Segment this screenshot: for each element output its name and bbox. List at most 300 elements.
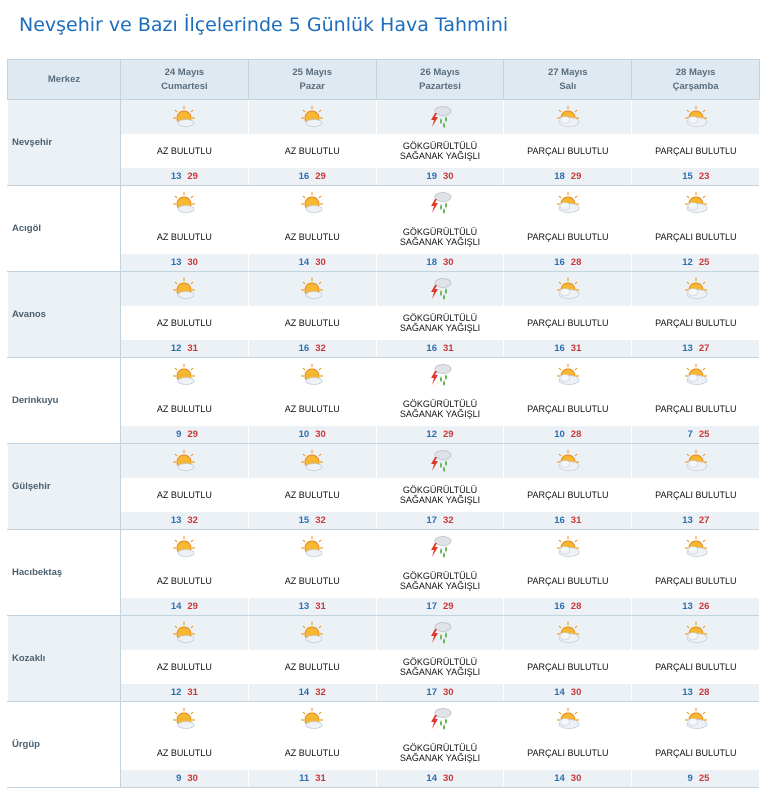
- condition-line1: AZ BULUTLU: [156, 575, 212, 586]
- condition-text: [632, 134, 760, 168]
- condition-line1: GÖKGÜRÜLTÜLÜ: [402, 656, 478, 667]
- condition-text: [632, 736, 760, 770]
- sun-with-small-cloud-icon: [170, 104, 198, 130]
- condition-line1: PARÇALI BULUTLU: [527, 575, 609, 586]
- max-temperature: 27: [698, 514, 710, 526]
- condition-line1: AZ BULUTLU: [284, 489, 340, 500]
- weather-icon-cell: [376, 272, 504, 306]
- max-temperature: 32: [315, 686, 326, 698]
- weather-icon-cell: [504, 358, 632, 392]
- max-temperature: 32: [187, 514, 198, 526]
- condition-text: [632, 650, 760, 684]
- temperature-cell: [632, 254, 760, 272]
- condition-row: [8, 478, 760, 512]
- min-temperature: 13: [682, 600, 693, 612]
- max-temperature: 28: [570, 600, 582, 612]
- condition-line1: AZ BULUTLU: [284, 231, 340, 242]
- header-city: Merkez: [8, 60, 121, 100]
- weather-icon-cell: [248, 272, 376, 306]
- sun-with-small-cloud-icon: [170, 190, 198, 216]
- temperature-cell: [632, 512, 760, 530]
- condition-text: [632, 564, 760, 598]
- max-temperature: 32: [442, 514, 454, 526]
- max-temperature: 30: [442, 686, 454, 698]
- thunderstorm-rain-icon: [426, 534, 454, 560]
- weather-icon-cell: [632, 702, 760, 736]
- page-title: Nevşehir ve Bazı İlçelerinde 5 Günlük Hava Tahmini: [19, 14, 509, 36]
- temperature-row: [8, 770, 760, 788]
- temperature-cell: [504, 598, 632, 616]
- sun-with-small-cloud-icon: [298, 706, 326, 732]
- partly-cloudy-icon: [682, 362, 710, 388]
- thunderstorm-rain-icon: [426, 620, 454, 646]
- sun-with-small-cloud-icon: [298, 534, 326, 560]
- temperature-cell: [504, 426, 632, 444]
- temperature-cell: [121, 254, 249, 272]
- max-temperature: 26: [698, 600, 710, 612]
- min-temperature: 12: [170, 342, 182, 354]
- min-temperature: 12: [682, 256, 693, 268]
- condition-line1: AZ BULUTLU: [284, 317, 340, 328]
- weather-icon-cell: [504, 272, 632, 306]
- condition-line1: AZ BULUTLU: [156, 747, 212, 758]
- condition-line1: AZ BULUTLU: [156, 145, 212, 156]
- condition-line2: SAĞANAK YAĞIŞLI: [399, 752, 481, 763]
- condition-line1: PARÇALI BULUTLU: [527, 489, 609, 500]
- min-temperature: 12: [170, 686, 182, 698]
- max-temperature: 31: [187, 342, 198, 354]
- header-date: 26 Mayıs: [420, 66, 460, 78]
- condition-line1: AZ BULUTLU: [284, 145, 340, 156]
- condition-text: [121, 650, 249, 684]
- icon-row: [8, 186, 760, 220]
- weather-icon-cell: [248, 702, 376, 736]
- condition-line1: PARÇALI BULUTLU: [655, 661, 737, 672]
- temperature-cell: [504, 168, 632, 186]
- temperature-cell: [632, 340, 760, 358]
- condition-line2: SAĞANAK YAĞIŞLI: [399, 666, 481, 677]
- header-weekday: Çarşamba: [672, 80, 719, 92]
- thunderstorm-rain-icon: [426, 276, 454, 302]
- max-temperature: 25: [698, 428, 710, 440]
- temperature-row: [8, 254, 760, 272]
- min-temperature: 9: [687, 772, 693, 784]
- min-temperature: 14: [554, 772, 565, 784]
- min-temperature: 19: [426, 170, 437, 182]
- min-temperature: 16: [554, 342, 565, 354]
- max-temperature: 30: [442, 772, 454, 784]
- partly-cloudy-icon: [682, 534, 710, 560]
- city-name: Derinkuyu: [8, 358, 121, 444]
- condition-line1: PARÇALI BULUTLU: [527, 317, 609, 328]
- city-row-group: [8, 530, 760, 616]
- condition-line2: SAĞANAK YAĞIŞLI: [399, 236, 481, 247]
- temperature-cell: [632, 168, 760, 186]
- city-row-group: [8, 186, 760, 272]
- min-temperature: 7: [687, 428, 693, 440]
- weather-icon-cell: [376, 702, 504, 736]
- condition-text: [248, 736, 376, 770]
- temperature-cell: [248, 598, 376, 616]
- condition-line1: AZ BULUTLU: [156, 403, 212, 414]
- city-name: Kozaklı: [8, 616, 121, 702]
- condition-line1: PARÇALI BULUTLU: [527, 747, 609, 758]
- condition-line1: PARÇALI BULUTLU: [655, 231, 737, 242]
- condition-text: [248, 392, 376, 426]
- temperature-cell: [504, 684, 632, 702]
- weather-icon-cell: [504, 444, 632, 478]
- condition-row: [8, 306, 760, 340]
- min-temperature: 17: [426, 514, 437, 526]
- min-temperature: 10: [554, 428, 565, 440]
- weather-icon-cell: [121, 530, 249, 564]
- max-temperature: 25: [698, 256, 710, 268]
- weather-icon-cell: [248, 616, 376, 650]
- thunderstorm-rain-icon: [426, 706, 454, 732]
- weather-icon-cell: [121, 616, 249, 650]
- condition-text: [632, 478, 760, 512]
- temperature-cell: [376, 340, 504, 358]
- partly-cloudy-icon: [554, 190, 582, 216]
- min-temperature: 16: [554, 600, 565, 612]
- icon-row: [8, 702, 760, 736]
- max-temperature: 29: [442, 428, 454, 440]
- condition-text: [248, 478, 376, 512]
- partly-cloudy-icon: [554, 706, 582, 732]
- weather-icon-cell: [248, 444, 376, 478]
- condition-text: [504, 650, 632, 684]
- min-temperature: 13: [170, 514, 182, 526]
- city-row-group: [8, 444, 760, 530]
- partly-cloudy-icon: [682, 190, 710, 216]
- city-name: Avanos: [8, 272, 121, 358]
- temperature-row: [8, 168, 760, 186]
- temperature-cell: [376, 684, 504, 702]
- max-temperature: 25: [698, 772, 710, 784]
- temperature-cell: [376, 512, 504, 530]
- temperature-cell: [248, 770, 376, 788]
- sun-with-small-cloud-icon: [298, 276, 326, 302]
- header-day: [632, 60, 760, 100]
- icon-row: [8, 358, 760, 392]
- condition-line1: AZ BULUTLU: [156, 231, 212, 242]
- temperature-cell: [121, 684, 249, 702]
- max-temperature: 30: [187, 772, 198, 784]
- max-temperature: 30: [315, 428, 326, 440]
- city-row-group: [8, 272, 760, 358]
- max-temperature: 28: [698, 686, 710, 698]
- temperature-cell: [121, 770, 249, 788]
- temperature-cell: [121, 598, 249, 616]
- min-temperature: 16: [554, 514, 565, 526]
- thunderstorm-rain-icon: [426, 190, 454, 216]
- condition-line1: AZ BULUTLU: [156, 317, 212, 328]
- city-row-group: [8, 100, 760, 186]
- weather-icon-cell: [376, 444, 504, 478]
- sun-with-small-cloud-icon: [170, 534, 198, 560]
- max-temperature: 30: [570, 686, 582, 698]
- max-temperature: 23: [698, 170, 710, 182]
- weather-icon-cell: [248, 358, 376, 392]
- header-day: [376, 60, 504, 100]
- temperature-cell: [504, 254, 632, 272]
- header-day: [248, 60, 376, 100]
- condition-text: [376, 220, 504, 254]
- condition-text: [376, 134, 504, 168]
- condition-text: [376, 650, 504, 684]
- weather-icon-cell: [632, 444, 760, 478]
- condition-line2: SAĞANAK YAĞIŞLI: [399, 322, 481, 333]
- weather-icon-cell: [248, 186, 376, 220]
- condition-text: [376, 736, 504, 770]
- condition-text: [504, 564, 632, 598]
- min-temperature: 13: [682, 514, 693, 526]
- header-date: 25 Mayıs: [292, 66, 332, 78]
- min-temperature: 14: [426, 772, 437, 784]
- weather-icon-cell: [121, 358, 249, 392]
- sun-with-small-cloud-icon: [170, 362, 198, 388]
- condition-text: [632, 306, 760, 340]
- temperature-cell: [504, 512, 632, 530]
- min-temperature: 16: [554, 256, 565, 268]
- temperature-cell: [376, 426, 504, 444]
- condition-line1: AZ BULUTLU: [156, 661, 212, 672]
- city-name: Ürgüp: [8, 702, 121, 788]
- condition-line1: GÖKGÜRÜLTÜLÜ: [402, 226, 478, 237]
- min-temperature: 14: [554, 686, 565, 698]
- condition-text: [632, 220, 760, 254]
- min-temperature: 14: [170, 600, 182, 612]
- max-temperature: 28: [570, 256, 582, 268]
- condition-text: [248, 650, 376, 684]
- weather-icon-cell: [121, 272, 249, 306]
- condition-line1: AZ BULUTLU: [284, 661, 340, 672]
- condition-line1: GÖKGÜRÜLTÜLÜ: [402, 742, 478, 753]
- condition-text: [121, 134, 249, 168]
- min-temperature: 14: [298, 256, 310, 268]
- condition-text: [504, 220, 632, 254]
- weather-icon-cell: [632, 186, 760, 220]
- condition-line1: GÖKGÜRÜLTÜLÜ: [402, 140, 478, 151]
- min-temperature: 18: [426, 256, 437, 268]
- condition-text: [504, 478, 632, 512]
- condition-line1: GÖKGÜRÜLTÜLÜ: [402, 570, 478, 581]
- min-temperature: 12: [426, 428, 437, 440]
- temperature-cell: [248, 426, 376, 444]
- condition-text: [248, 564, 376, 598]
- weather-icon-cell: [504, 186, 632, 220]
- header-date: 28 Mayıs: [675, 66, 716, 78]
- thunderstorm-rain-icon: [426, 104, 454, 130]
- temperature-cell: [632, 426, 760, 444]
- temperature-cell: [376, 770, 504, 788]
- min-temperature: 15: [298, 514, 310, 526]
- condition-line1: AZ BULUTLU: [156, 489, 212, 500]
- min-temperature: 16: [298, 170, 310, 182]
- min-temperature: 13: [682, 342, 693, 354]
- weather-icon-cell: [121, 444, 249, 478]
- city-row-group: [8, 702, 760, 788]
- sun-with-small-cloud-icon: [170, 706, 198, 732]
- weather-icon-cell: [632, 358, 760, 392]
- temperature-cell: [376, 254, 504, 272]
- max-temperature: 27: [698, 342, 710, 354]
- condition-text: [248, 306, 376, 340]
- temperature-cell: [632, 684, 760, 702]
- weather-icon-cell: [248, 530, 376, 564]
- max-temperature: 30: [442, 170, 454, 182]
- header-row: [8, 60, 760, 100]
- temperature-cell: [248, 340, 376, 358]
- sun-with-small-cloud-icon: [298, 362, 326, 388]
- condition-line1: PARÇALI BULUTLU: [655, 403, 737, 414]
- partly-cloudy-icon: [554, 362, 582, 388]
- temperature-cell: [121, 512, 249, 530]
- condition-line1: PARÇALI BULUTLU: [527, 661, 609, 672]
- condition-text: [121, 220, 249, 254]
- sun-with-small-cloud-icon: [298, 190, 326, 216]
- max-temperature: 31: [442, 342, 454, 354]
- weather-icon-cell: [632, 530, 760, 564]
- condition-text: [121, 478, 249, 512]
- sun-with-small-cloud-icon: [298, 448, 326, 474]
- header-weekday: Pazartesi: [419, 80, 461, 92]
- condition-text: [504, 392, 632, 426]
- max-temperature: 32: [315, 342, 326, 354]
- min-temperature: 9: [176, 772, 182, 784]
- min-temperature: 14: [298, 686, 310, 698]
- thunderstorm-rain-icon: [426, 362, 454, 388]
- temperature-row: [8, 684, 760, 702]
- temperature-row: [8, 598, 760, 616]
- condition-text: [504, 306, 632, 340]
- max-temperature: 29: [442, 600, 454, 612]
- header-weekday: Cumartesi: [161, 80, 208, 92]
- condition-line1: GÖKGÜRÜLTÜLÜ: [402, 398, 478, 409]
- condition-text: [632, 392, 760, 426]
- condition-line2: SAĞANAK YAĞIŞLI: [399, 408, 481, 419]
- icon-row: [8, 530, 760, 564]
- city-name: Hacıbektaş: [8, 530, 121, 616]
- temperature-cell: [121, 340, 249, 358]
- partly-cloudy-icon: [554, 534, 582, 560]
- city-name: Acıgöl: [8, 186, 121, 272]
- min-temperature: 13: [170, 256, 182, 268]
- city-name: Nevşehir: [8, 100, 121, 186]
- condition-line1: PARÇALI BULUTLU: [655, 489, 737, 500]
- weather-icon-cell: [504, 702, 632, 736]
- min-temperature: 17: [426, 686, 437, 698]
- weather-icon-cell: [248, 100, 376, 134]
- temperature-cell: [376, 598, 504, 616]
- max-temperature: 28: [570, 428, 582, 440]
- weather-icon-cell: [376, 616, 504, 650]
- condition-line2: SAĞANAK YAĞIŞLI: [399, 580, 481, 591]
- max-temperature: 31: [315, 600, 326, 612]
- condition-line1: PARÇALI BULUTLU: [655, 317, 737, 328]
- condition-text: [248, 220, 376, 254]
- icon-row: [8, 100, 760, 134]
- partly-cloudy-icon: [554, 104, 582, 130]
- condition-text: [121, 392, 249, 426]
- condition-line1: GÖKGÜRÜLTÜLÜ: [402, 484, 478, 495]
- icon-row: [8, 444, 760, 478]
- condition-line2: SAĞANAK YAĞIŞLI: [399, 494, 481, 505]
- condition-line1: PARÇALI BULUTLU: [527, 403, 609, 414]
- condition-text: [248, 134, 376, 168]
- header-day: [504, 60, 632, 100]
- max-temperature: 31: [570, 342, 582, 354]
- condition-text: [376, 564, 504, 598]
- temperature-cell: [376, 168, 504, 186]
- max-temperature: 31: [570, 514, 582, 526]
- temperature-cell: [504, 340, 632, 358]
- max-temperature: 30: [187, 256, 198, 268]
- weather-icon-cell: [121, 186, 249, 220]
- partly-cloudy-icon: [682, 706, 710, 732]
- partly-cloudy-icon: [682, 620, 710, 646]
- condition-text: [504, 134, 632, 168]
- city-name: Gülşehir: [8, 444, 121, 530]
- max-temperature: 30: [570, 772, 582, 784]
- temperature-cell: [632, 598, 760, 616]
- temperature-cell: [248, 512, 376, 530]
- weather-icon-cell: [504, 616, 632, 650]
- temperature-cell: [248, 684, 376, 702]
- max-temperature: 31: [315, 772, 326, 784]
- temperature-cell: [121, 168, 249, 186]
- min-temperature: 13: [170, 170, 182, 182]
- condition-row: [8, 220, 760, 254]
- condition-line1: PARÇALI BULUTLU: [655, 747, 737, 758]
- condition-text: [121, 736, 249, 770]
- condition-row: [8, 392, 760, 426]
- weather-icon-cell: [376, 100, 504, 134]
- header-day: [121, 60, 249, 100]
- min-temperature: 13: [298, 600, 310, 612]
- min-temperature: 11: [299, 772, 310, 784]
- condition-line1: AZ BULUTLU: [284, 403, 340, 414]
- condition-row: [8, 564, 760, 598]
- condition-row: [8, 650, 760, 684]
- condition-line1: GÖKGÜRÜLTÜLÜ: [402, 312, 478, 323]
- weather-icon-cell: [632, 272, 760, 306]
- condition-line1: PARÇALI BULUTLU: [655, 575, 737, 586]
- condition-line1: PARÇALI BULUTLU: [527, 231, 609, 242]
- header-date: 24 Mayıs: [164, 66, 205, 78]
- weather-icon-cell: [376, 530, 504, 564]
- sun-with-small-cloud-icon: [170, 276, 198, 302]
- partly-cloudy-icon: [554, 620, 582, 646]
- condition-line1: AZ BULUTLU: [284, 747, 340, 758]
- header-weekday: Pazar: [299, 80, 325, 92]
- min-temperature: 9: [176, 428, 182, 440]
- header-date: 27 Mayıs: [547, 66, 588, 78]
- sun-with-small-cloud-icon: [170, 448, 198, 474]
- thunderstorm-rain-icon: [426, 448, 454, 474]
- min-temperature: 16: [298, 342, 310, 354]
- max-temperature: 29: [187, 170, 198, 182]
- min-temperature: 16: [426, 342, 437, 354]
- partly-cloudy-icon: [682, 448, 710, 474]
- forecast-table: [7, 59, 760, 788]
- weather-icon-cell: [504, 100, 632, 134]
- max-temperature: 29: [315, 170, 326, 182]
- sun-with-small-cloud-icon: [298, 620, 326, 646]
- min-temperature: 17: [426, 600, 437, 612]
- temperature-row: [8, 340, 760, 358]
- max-temperature: 30: [442, 256, 454, 268]
